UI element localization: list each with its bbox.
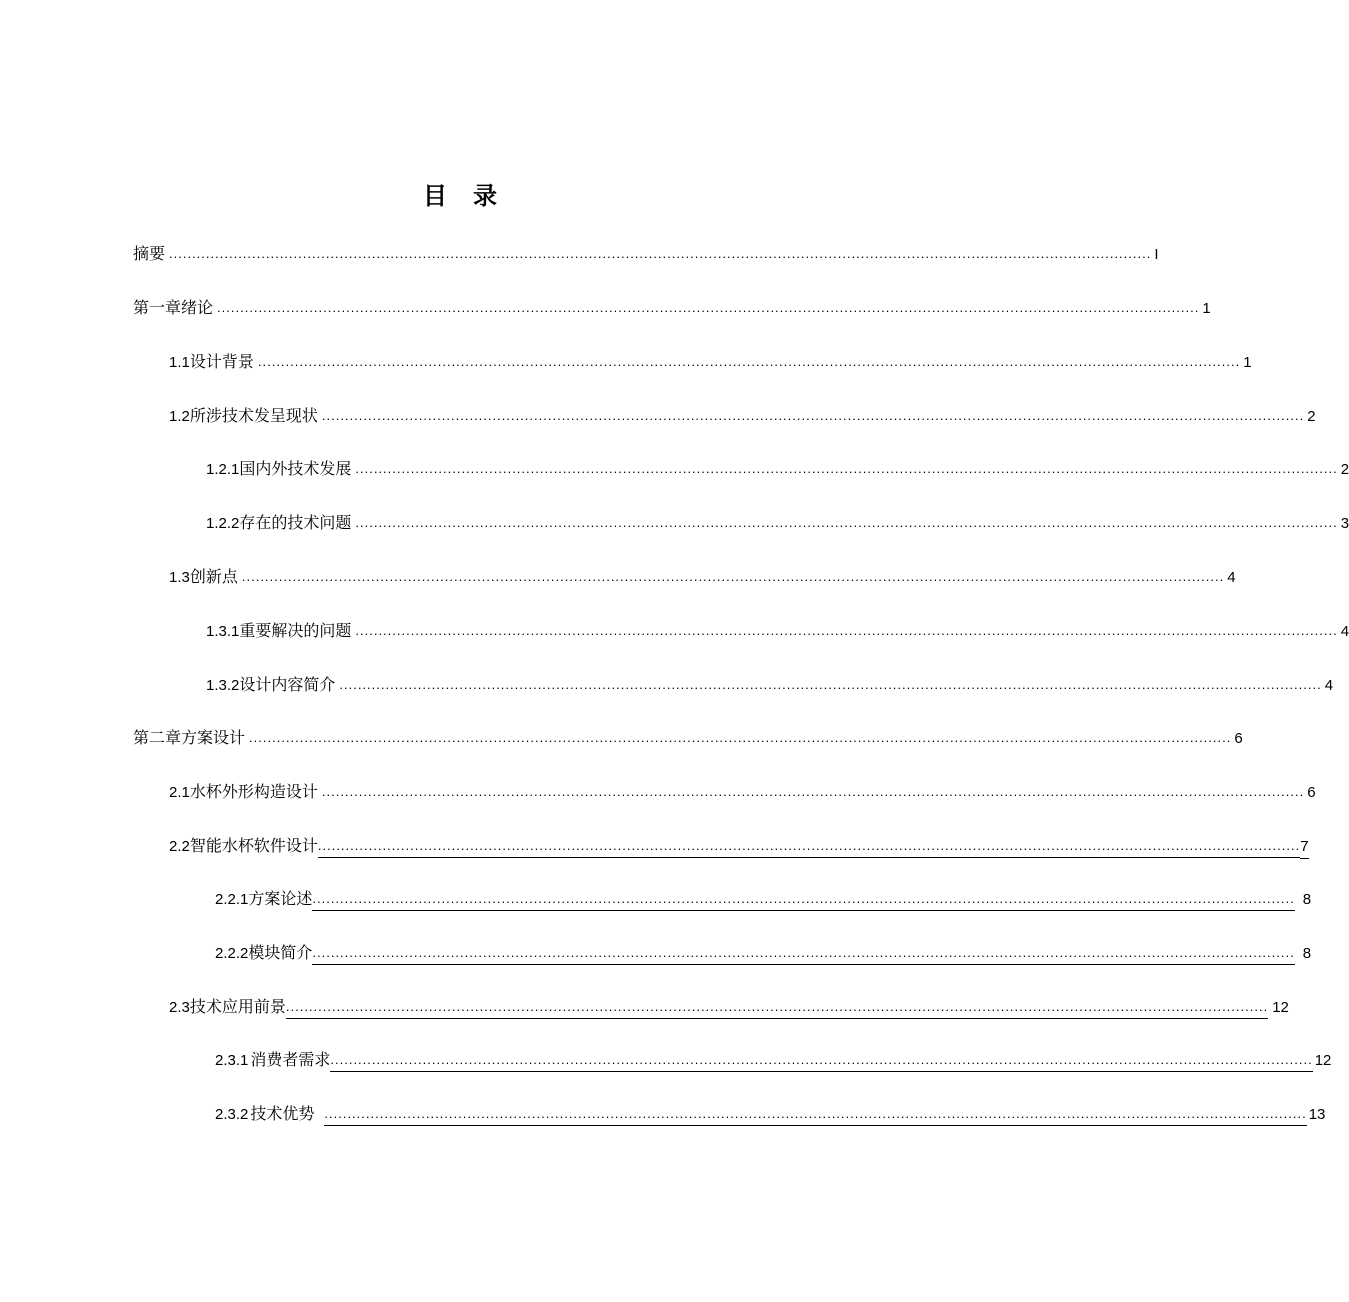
toc-entry-2-2[interactable] (169, 835, 1309, 857)
toc-leader-dots: ..................................................................................................................................................................................................................... (312, 942, 1294, 965)
toc-entry-number: 2.2.2 (215, 945, 249, 962)
toc-entry-1-3[interactable] (169, 566, 1236, 588)
toc-leader-dots: ..................................................................................................................................................................................................................... (321, 784, 1305, 799)
toc-page-number: 1 (1243, 354, 1252, 371)
toc-page-number: 2 (1340, 461, 1349, 478)
toc-page-number: 3 (1340, 515, 1349, 532)
toc-entry-2-1[interactable] (169, 781, 1316, 803)
toc-entry-1-3-2[interactable] (206, 674, 1334, 696)
toc-page-number: 4 (1340, 623, 1349, 640)
toc-entry-title: 设计内容简介 (239, 675, 336, 694)
toc-page-number: 7 (1300, 836, 1308, 859)
toc-entry-title: 方案论述 (248, 889, 313, 908)
toc-leader-dots: ..................................................................................................................................................................................................................... (339, 677, 1322, 692)
toc-leader-dots: ..................................................................................................................................................................................................................... (330, 1049, 1312, 1072)
toc-entry-number: 1.3.1 (206, 623, 240, 640)
toc-page-number: 12 (1314, 1052, 1332, 1069)
toc-leader-dots: ..................................................................................................................................................................................................................... (249, 730, 1232, 745)
toc-entry-title: 技术应用前景 (189, 997, 286, 1016)
toc-entry-number: 1.2.1 (206, 461, 240, 478)
toc-entry-2-2-1[interactable] (215, 888, 1312, 910)
toc-entry-title: 技术优势 (250, 1104, 315, 1123)
toc-entry-2-3[interactable] (169, 996, 1289, 1018)
toc-entry-number: 1.1 (169, 354, 190, 371)
toc-entry-chapter-2[interactable] (133, 727, 1243, 749)
toc-entry-number: 2.1 (169, 784, 190, 801)
toc-entry-2-3-1[interactable] (215, 1049, 1332, 1071)
toc-entry-title: 方案设计 (181, 728, 246, 747)
toc-leader-dots: ..................................................................................................................................................................................................................... (321, 408, 1305, 423)
toc-entry-1-3-1[interactable] (206, 620, 1349, 642)
toc-page-number: 12 (1272, 999, 1289, 1016)
toc-entry-number: 2.2 (169, 838, 190, 855)
toc-page-number: 6 (1307, 784, 1316, 801)
toc-entry-1-2-1[interactable] (206, 458, 1349, 480)
toc-leader-dots: ..................................................................................................................................................................................................................... (355, 623, 1338, 638)
toc-leader-dots: ..................................................................................................................................................................................................................... (355, 515, 1338, 530)
toc-page-number: 2 (1307, 408, 1316, 425)
toc-entry-title: 消费者需求 (250, 1050, 331, 1069)
toc-leader-dots: ..................................................................................................................................................................................................................... (312, 888, 1294, 911)
toc-entry-number: 2.3.2 (215, 1106, 249, 1123)
toc-entry-number: 2.2.1 (215, 891, 249, 908)
toc-entry-title: 国内外技术发展 (239, 459, 352, 478)
toc-entry-title: 水杯外形构造设计 (189, 782, 318, 801)
toc-leader-dots: ..................................................................................................................................................................................................................... (169, 246, 1152, 261)
toc-leader-dots: ..................................................................................................................................................................................................................... (324, 1103, 1306, 1126)
toc-entry-2-3-2[interactable] (215, 1103, 1326, 1125)
toc-entry-1-1[interactable] (169, 351, 1252, 373)
toc-entry-title: 模块简介 (248, 943, 313, 962)
toc-entry-title: 设计背景 (189, 352, 254, 371)
toc-leader-dots: ..................................................................................................................................................................................................................... (355, 461, 1338, 476)
toc-entry-title: 绪论 (181, 298, 214, 317)
toc-leader-dots: ..................................................................................................................................................................................................................... (318, 835, 1300, 858)
toc-page-number: 6 (1234, 730, 1243, 747)
toc-page-number: 8 (1302, 945, 1312, 962)
toc-leader-dots: ..................................................................................................................................................................................................................... (257, 354, 1241, 369)
toc-page-number: 8 (1302, 891, 1312, 908)
toc-entry-number: 1.3.2 (206, 677, 240, 694)
toc-entry-title: 摘要 (133, 244, 166, 263)
toc-entry-number: 2.3 (169, 999, 190, 1016)
toc-entry-chapter-1[interactable] (133, 297, 1211, 319)
toc-entry-number: 1.2 (169, 408, 190, 425)
toc-page-number: 13 (1308, 1106, 1326, 1123)
toc-page-number: 4 (1227, 569, 1236, 586)
toc-entry-1-2-2[interactable] (206, 512, 1349, 534)
page-title: 目录 (423, 182, 523, 210)
toc-entry-title: 存在的技术问题 (239, 513, 352, 532)
toc-entry-title: 创新点 (189, 567, 238, 586)
toc-entry-number: 第一章 (133, 298, 182, 317)
toc-leader-dots: ..................................................................................................................................................................................................................... (286, 996, 1268, 1019)
toc-entry-abstract[interactable] (133, 243, 1159, 265)
toc-leader-dots: ..................................................................................................................................................................................................................... (241, 569, 1225, 584)
toc-page-number: 1 (1202, 300, 1211, 317)
toc-entry-title: 所涉技术发呈现状 (189, 406, 318, 425)
toc-entry-number: 第二章 (133, 728, 182, 747)
toc-entry-number: 1.2.2 (206, 515, 240, 532)
toc-entry-number: 2.3.1 (215, 1052, 249, 1069)
toc-entry-number: 1.3 (169, 569, 190, 586)
toc-entry-title: 智能水杯软件设计 (189, 836, 318, 855)
toc-page-number: 4 (1324, 677, 1334, 694)
toc-page-number: I (1154, 246, 1159, 263)
toc-entry-title: 重要解决的问题 (239, 621, 352, 640)
toc-leader-dots: ..................................................................................................................................................................................................................... (217, 300, 1200, 315)
toc-entry-2-2-2[interactable] (215, 942, 1312, 964)
toc-entry-1-2[interactable] (169, 405, 1316, 427)
